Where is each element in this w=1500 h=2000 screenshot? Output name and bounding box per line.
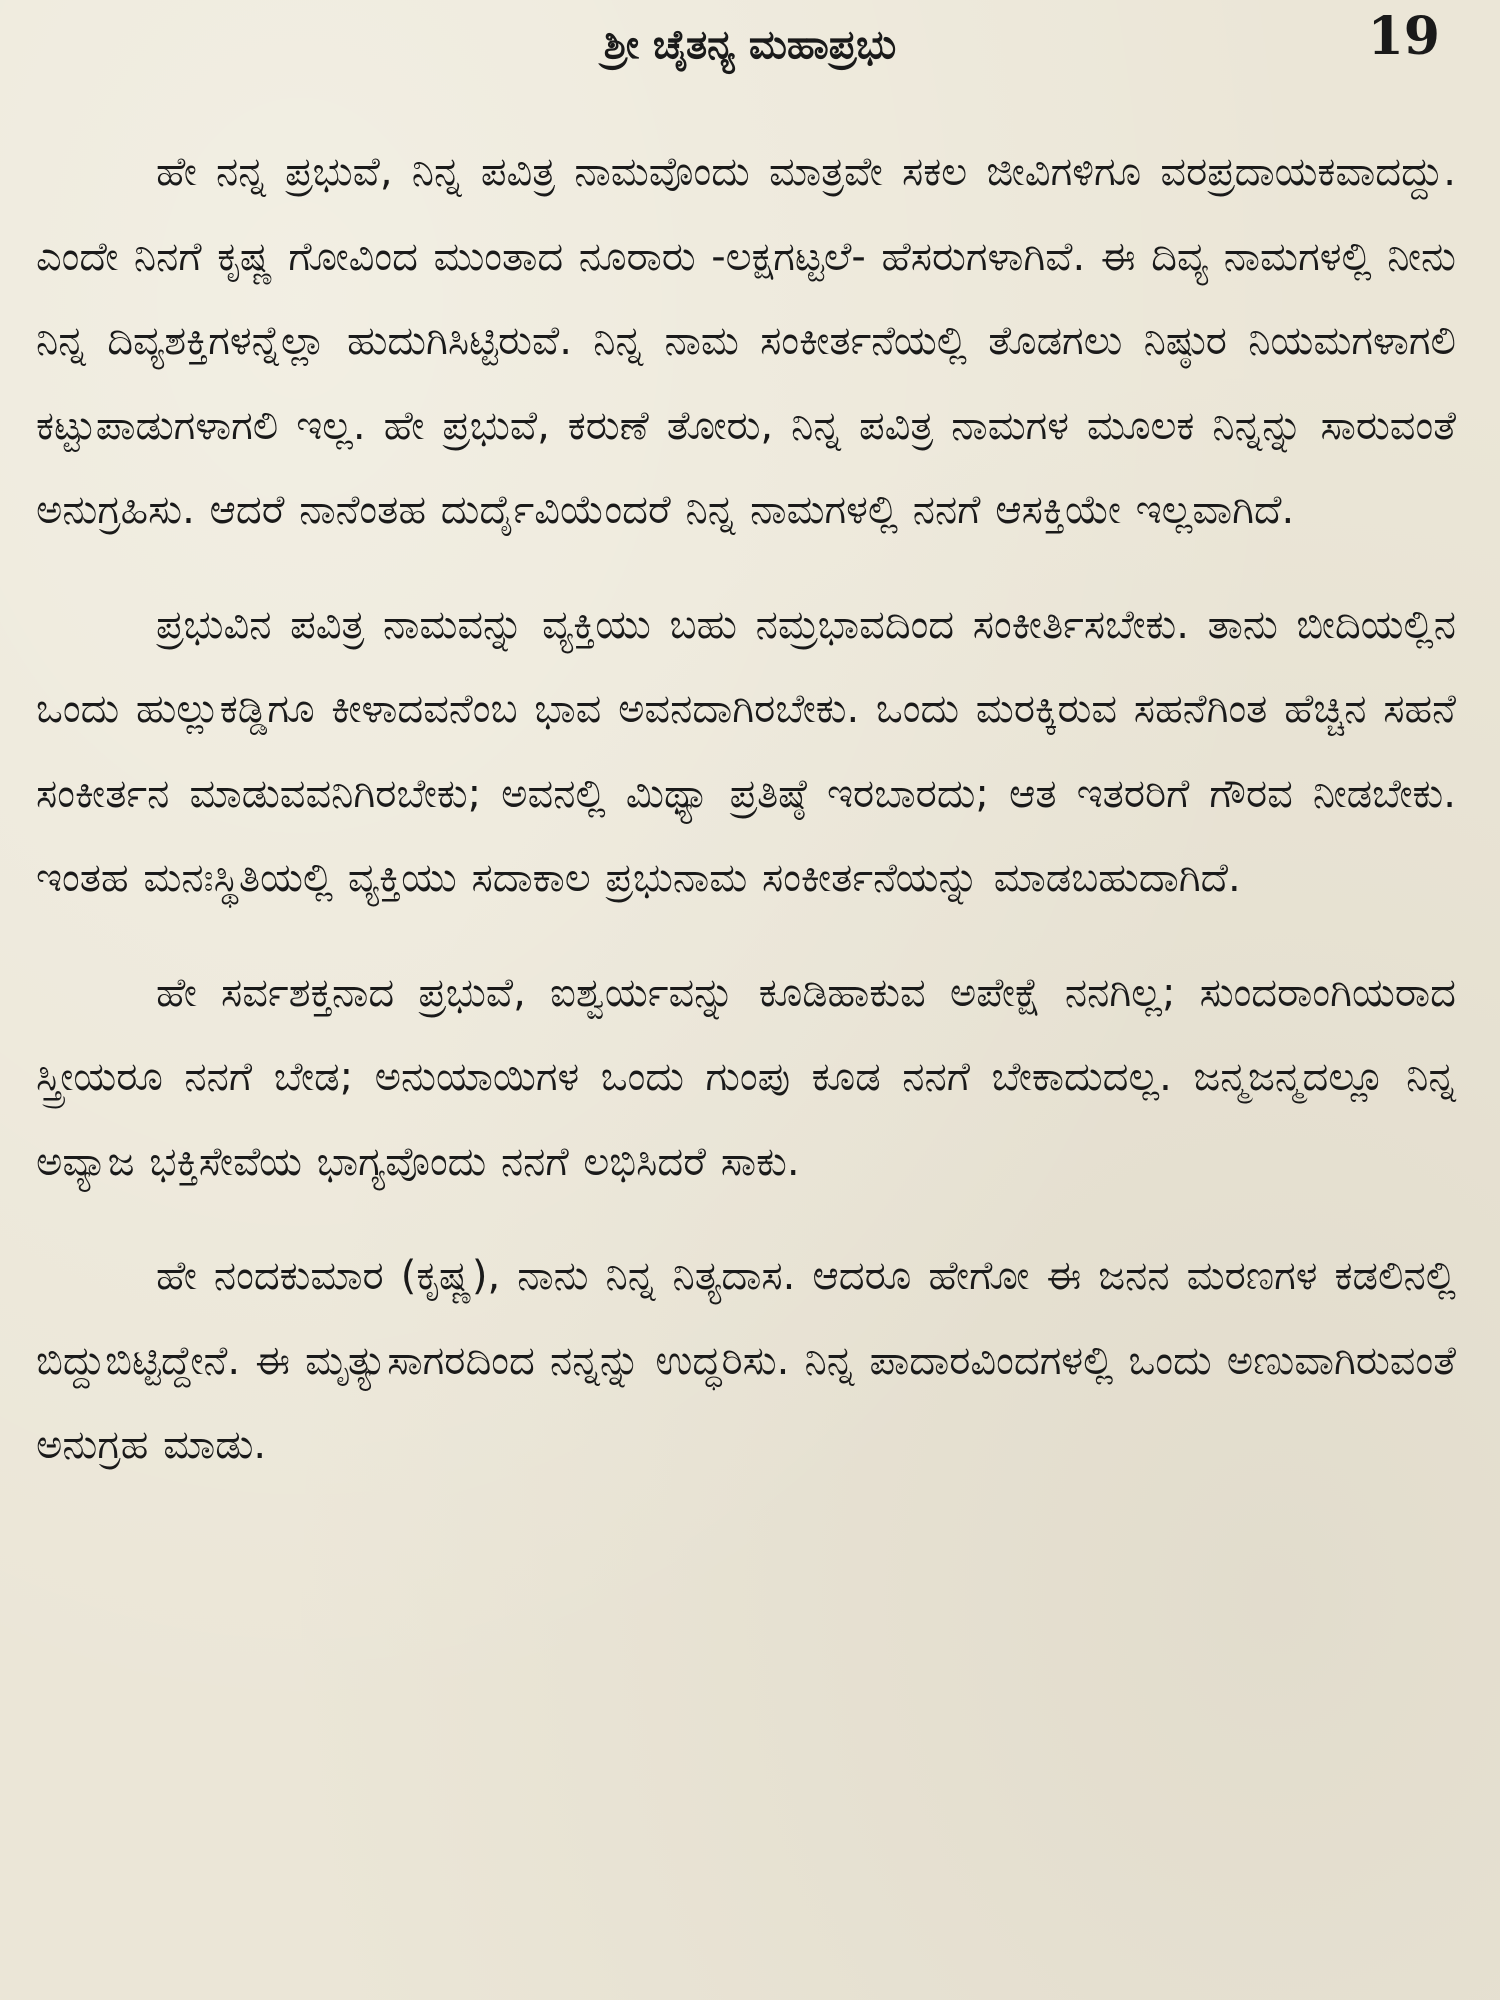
- body-text: [36, 130, 1456, 1518]
- paragraph-4: ಹೇ ನಂದಕುಮಾರ (ಕೃಷ್ಣ), ನಾನು ನಿನ್ನ ನಿತ್ಯದಾಸ. ಆದರೂ ಹೇಗೋ ಈ ಜನನ ಮರಣಗಳ ಕಡಲಿನಲ್ಲಿ ಬಿದ್ದುಬಿಟ್ಟಿದ್ದೇನೆ. ಈ ಮೃತ್ಯುಸಾಗರದಿಂದ ನನ್ನನ್ನು ಉದ್ಧರಿಸು. ನಿನ್ನ ಪಾದಾರವಿಂದಗಳಲ್ಲಿ ಒಂದು ಅಣುವಾಗಿರುವಂತೆ ಅನುಗ್ರಹ ಮಾಡು.: [36, 1253, 1456, 1468]
- paragraph-2: ಪ್ರಭುವಿನ ಪವಿತ್ರ ನಾಮವನ್ನು ವ್ಯಕ್ತಿಯು ಬಹು ನಮ್ರಭಾವದಿಂದ ಸಂಕೀರ್ತಿಸಬೇಕು. ತಾನು ಬೀದಿಯಲ್ಲಿನ ಒಂದು ಹುಲ್ಲುಕಡ್ಡಿಗೂ ಕೀಳಾದವನೆಂಬ ಭಾವ ಅವನದಾಗಿರಬೇಕು. ಒಂದು ಮರಕ್ಕಿರುವ ಸಹನೆಗಿಂತ ಹೆಚ್ಚಿನ ಸಹನೆ ಸಂಕೀರ್ತನ ಮಾಡುವವನಿಗಿರಬೇಕು; ಅವನಲ್ಲಿ ಮಿಥ್ಯಾ ಪ್ರತಿಷ್ಠೆ ಇರಬಾರದು; ಆತ ಇತರರಿಗೆ ಗೌರವ ನೀಡಬೇಕು. ಇಂತಹ ಮನಃಸ್ಥಿತಿಯಲ್ಲಿ ವ್ಯಕ್ತಿಯು ಸದಾಕಾಲ ಪ್ರಭುನಾಮ ಸಂಕೀರ್ತನೆಯನ್ನು ಮಾಡಬಹುದಾಗಿದೆ.: [36, 601, 1456, 901]
- page-number: 19: [1367, 6, 1440, 67]
- running-header-title: ಶ್ರೀ ಚೈತನ್ಯ ಮಹಾಪ್ರಭು: [603, 22, 897, 68]
- paragraph-3: ಹೇ ಸರ್ವಶಕ್ತನಾದ ಪ್ರಭುವೆ, ಐಶ್ವರ್ಯವನ್ನು ಕೂಡಿಹಾಕುವ ಅಪೇಕ್ಷೆ ನನಗಿಲ್ಲ; ಸುಂದರಾಂಗಿಯರಾದ ಸ್ತ್ರೀಯರೂ ನನಗೆ ಬೇಡ; ಅನುಯಾಯಿಗಳ ಒಂದು ಗುಂಪು ಕೂಡ ನನಗೆ ಬೇಕಾದುದಲ್ಲ. ಜನ್ಮಜನ್ಮದಲ್ಲೂ ನಿನ್ನ ಅವ್ಯಾಜ ಭಕ್ತಿಸೇವೆಯ ಭಾಗ್ಯವೊಂದು ನನಗೆ ಲಭಿಸಿದರೆ ಸಾಕು.: [36, 969, 1456, 1185]
- paragraph-1: ಹೇ ನನ್ನ ಪ್ರಭುವೆ, ನಿನ್ನ ಪವಿತ್ರ ನಾಮವೊಂದು ಮಾತ್ರವೇ ಸಕಲ ಜೀವಿಗಳಿಗೂ ವರಪ್ರದಾಯಕವಾದದ್ದು. ಎಂದೇ ನಿನಗೆ ಕೃಷ್ಣ ಗೋವಿಂದ ಮುಂತಾದ ನೂರಾರು -ಲಕ್ಷಗಟ್ಟಲೆ- ಹೆಸರುಗಳಾಗಿವೆ. ಈ ದಿವ್ಯ ನಾಮಗಳಲ್ಲಿ ನೀನು ನಿನ್ನ ದಿವ್ಯಶಕ್ತಿಗಳನ್ನೆಲ್ಲಾ ಹುದುಗಿಸಿಟ್ಟಿರುವೆ. ನಿನ್ನ ನಾಮ ಸಂಕೀರ್ತನೆಯಲ್ಲಿ ತೊಡಗಲು ನಿಷ್ಠುರ ನಿಯಮಗಳಾಗಲಿ ಕಟ್ಟುಪಾಡುಗಳಾಗಲಿ ಇಲ್ಲ. ಹೇ ಪ್ರಭುವೆ, ಕರುಣೆ ತೋರು, ನಿನ್ನ ಪವಿತ್ರ ನಾಮಗಳ ಮೂಲಕ ನಿನ್ನನ್ನು ಸಾರುವಂತೆ ಅನುಗ್ರಹಿಸು. ಆದರೆ ನಾನೆಂತಹ ದುರ್ದೈವಿಯೆಂದರೆ ನಿನ್ನ ನಾಮಗಳಲ್ಲಿ ನನಗೆ ಆಸಕ್ತಿಯೇ ಇಲ್ಲವಾಗಿದೆ.: [36, 149, 1456, 533]
